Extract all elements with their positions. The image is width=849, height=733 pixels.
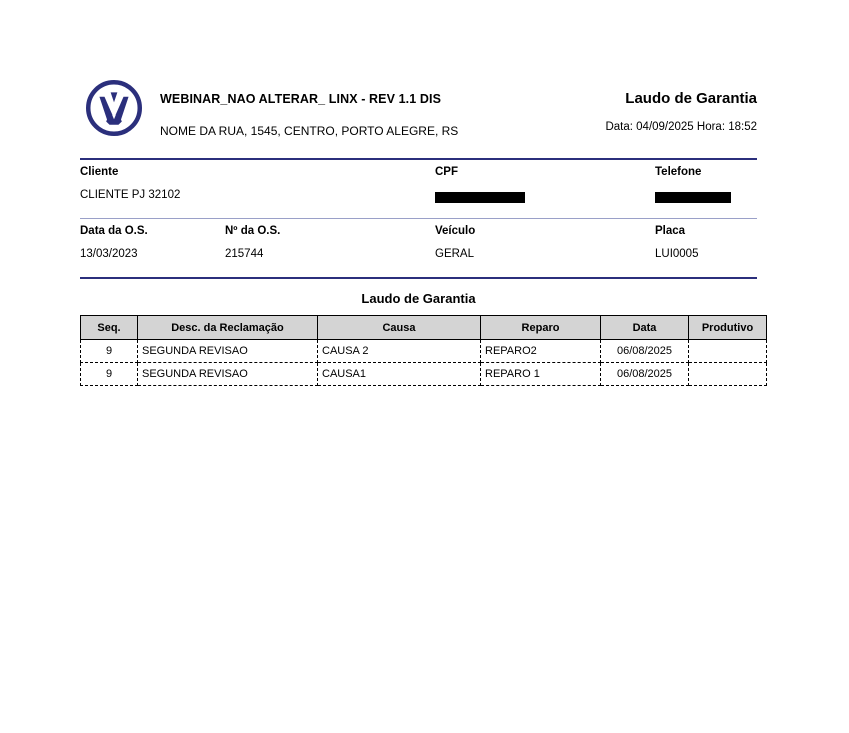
value-data-os: 13/03/2023 bbox=[80, 248, 138, 260]
label-cpf: CPF bbox=[435, 166, 458, 178]
info-block bbox=[80, 160, 757, 269]
cell-desc: SEGUNDA REVISAO bbox=[138, 340, 318, 363]
section-title: Laudo de Garantia bbox=[361, 291, 476, 306]
table-row bbox=[81, 340, 767, 363]
column-header-causa: Causa bbox=[318, 316, 481, 340]
info-row-labels-2 bbox=[80, 219, 757, 244]
header-company-block bbox=[160, 78, 458, 138]
label-telefone: Telefone bbox=[655, 166, 702, 178]
column-header-produtivo: Produtivo bbox=[689, 316, 767, 340]
column-header-reparo: Reparo bbox=[481, 316, 601, 340]
label-cliente: Cliente bbox=[80, 166, 119, 178]
cell-produtivo bbox=[689, 340, 767, 363]
column-header-data: Data bbox=[601, 316, 689, 340]
cell-seq: 9 bbox=[81, 363, 138, 386]
value-veiculo: GERAL bbox=[435, 248, 474, 260]
cell-reparo: REPARO2 bbox=[481, 340, 601, 363]
header-title-block bbox=[605, 90, 757, 133]
divider-bottom bbox=[80, 277, 757, 279]
label-placa: Placa bbox=[655, 225, 686, 237]
cell-data: 06/08/2025 bbox=[601, 363, 689, 386]
column-header-seq: Seq. bbox=[81, 316, 138, 340]
value-cpf-redacted bbox=[435, 185, 525, 203]
value-num-os: 215744 bbox=[225, 248, 264, 260]
company-address: NOME DA RUA, 1545, CENTRO, PORTO ALEGRE, RS bbox=[160, 124, 459, 138]
page-title: Laudo de Garantia bbox=[625, 90, 757, 107]
document-header bbox=[80, 78, 757, 150]
label-data-os: Data da O.S. bbox=[80, 225, 148, 237]
cell-causa: CAUSA1 bbox=[318, 363, 481, 386]
label-num-os: Nº da O.S. bbox=[225, 225, 281, 237]
cell-causa: CAUSA 2 bbox=[318, 340, 481, 363]
cell-data: 06/08/2025 bbox=[601, 340, 689, 363]
vw-logo-icon bbox=[86, 80, 142, 136]
value-telefone-redacted bbox=[655, 185, 731, 203]
table-header-row bbox=[81, 316, 767, 340]
table-row bbox=[81, 363, 767, 386]
info-row-values-2 bbox=[80, 244, 757, 269]
document-datetime: Data: 04/09/2025 Hora: 18:52 bbox=[605, 121, 757, 133]
label-veiculo: Veículo bbox=[435, 225, 476, 237]
value-placa: LUI0005 bbox=[655, 248, 699, 260]
info-row-values-1 bbox=[80, 185, 757, 210]
value-cliente: CLIENTE PJ 32102 bbox=[80, 189, 181, 201]
laudo-table bbox=[80, 315, 767, 386]
company-name: WEBINAR_NAO ALTERAR_ LINX - REV 1.1 DIS bbox=[160, 92, 442, 106]
info-row-labels-1 bbox=[80, 160, 757, 185]
cell-reparo: REPARO 1 bbox=[481, 363, 601, 386]
column-header-desc: Desc. da Reclamação bbox=[138, 316, 318, 340]
cell-seq: 9 bbox=[81, 340, 138, 363]
cell-produtivo bbox=[689, 363, 767, 386]
cell-desc: SEGUNDA REVISAO bbox=[138, 363, 318, 386]
